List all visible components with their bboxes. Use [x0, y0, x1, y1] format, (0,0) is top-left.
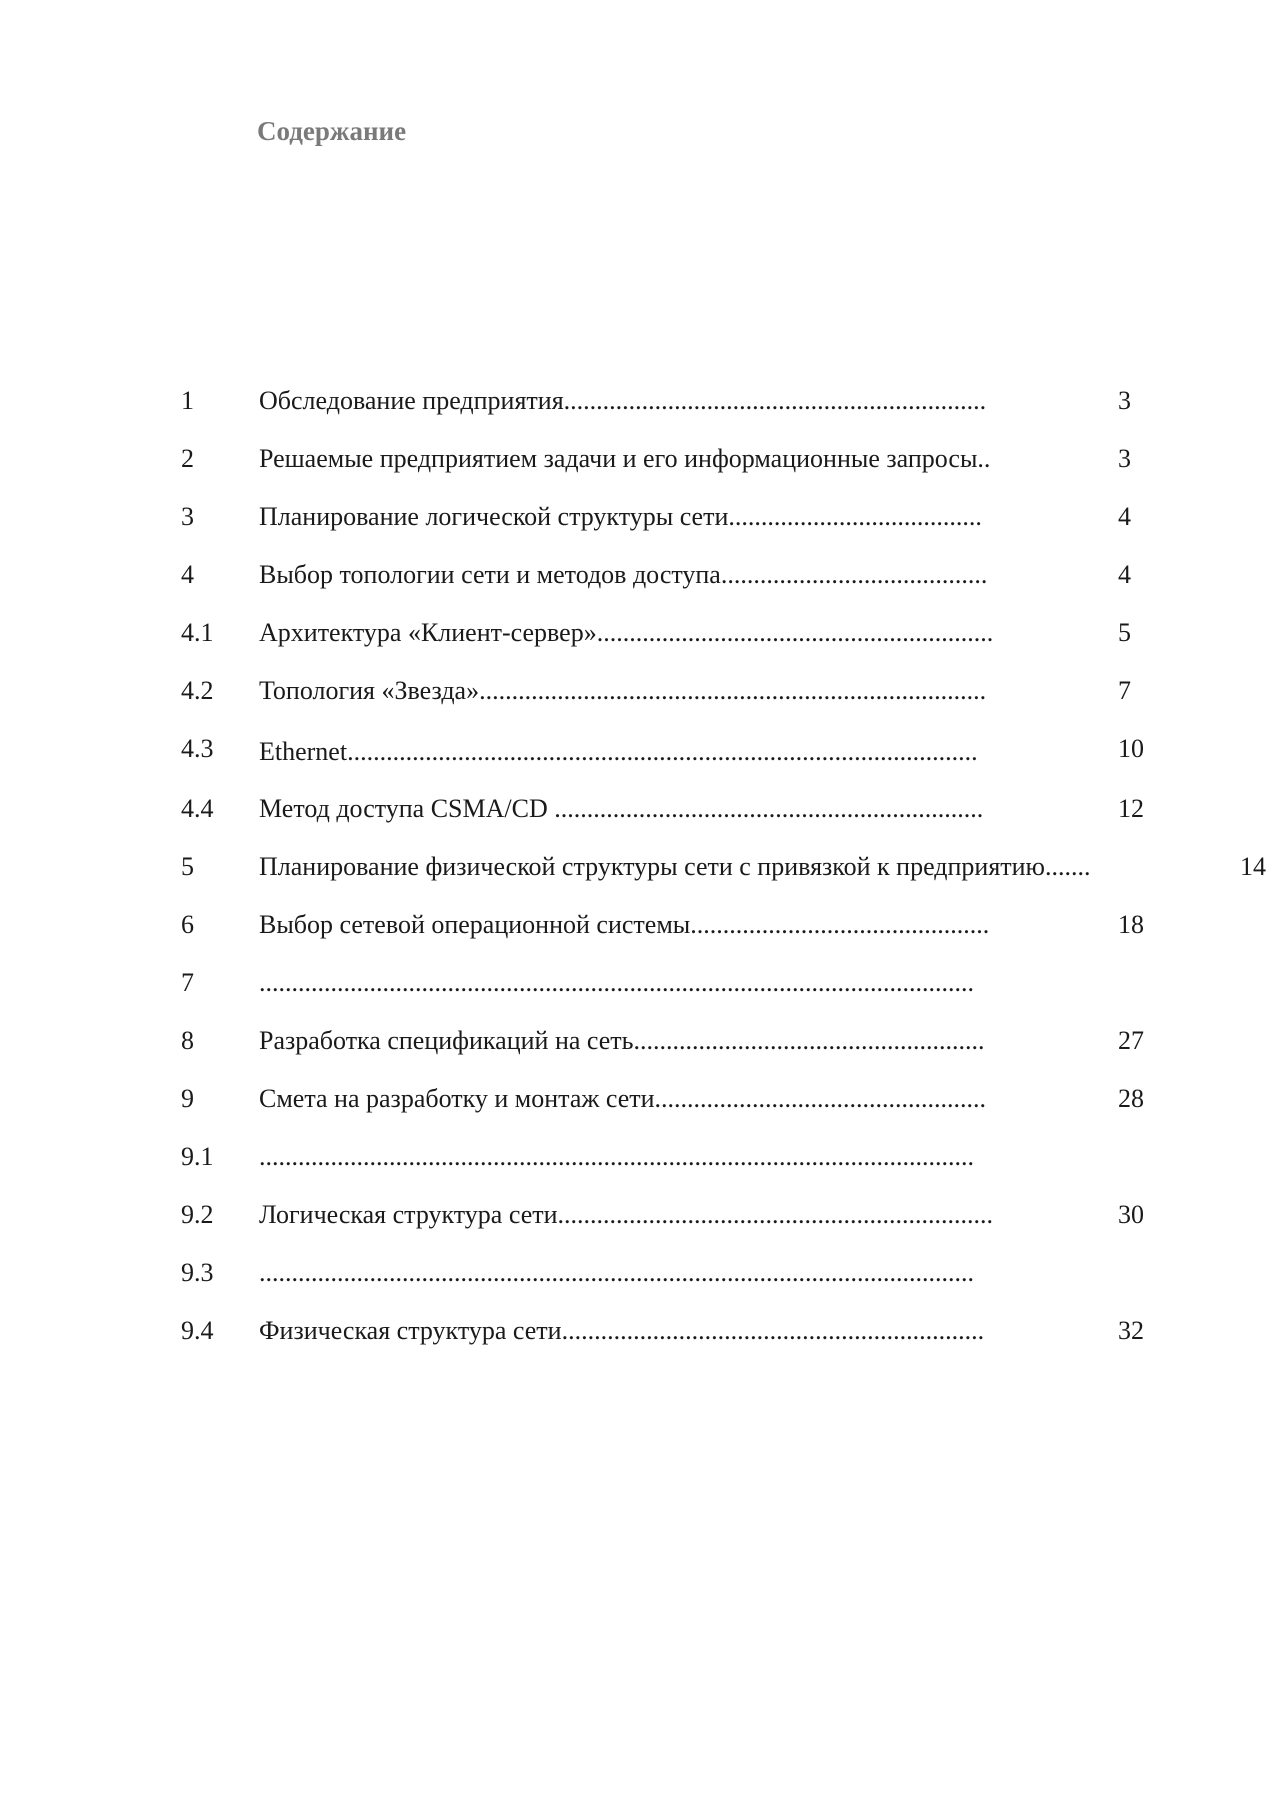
- toc-number: 8: [181, 1026, 194, 1055]
- toc-number: 9.4: [181, 1316, 214, 1345]
- toc-title: Смета на разработку и монтаж сети...................................................: [259, 1084, 987, 1113]
- toc-entry-3[interactable]: [0, 497, 1280, 537]
- toc-number: 5: [181, 852, 194, 881]
- toc-entry-8[interactable]: [0, 1021, 1280, 1061]
- toc-entry-4[interactable]: [0, 555, 1280, 595]
- toc-title: Ethernet.................................................................................................: [259, 737, 978, 766]
- toc-page-number: 5: [1118, 618, 1131, 647]
- toc-number: 4.3: [181, 734, 214, 763]
- toc-entry-9-3[interactable]: [0, 1253, 1280, 1293]
- toc-entry-4-2[interactable]: [0, 671, 1280, 711]
- toc-number: 9.3: [181, 1258, 214, 1287]
- toc-title: ..............................................................................................................: [259, 1142, 974, 1171]
- toc-title: Планирование физической структуры сети с привязкой к предприятию.......: [259, 852, 1091, 881]
- toc-entry-6[interactable]: [0, 905, 1280, 945]
- toc-number: 4.4: [181, 794, 214, 823]
- toc-entry-1[interactable]: [0, 381, 1280, 421]
- toc-page-number: 3: [1118, 444, 1131, 473]
- toc-page-number: 27: [1118, 1026, 1144, 1055]
- toc-title: Решаемые предприятием задачи и его информационные запросы..: [259, 444, 991, 473]
- toc-title: Выбор топологии сети и методов доступа.........................................: [259, 560, 988, 589]
- toc-number: 9: [181, 1084, 194, 1113]
- toc-page-number: 30: [1118, 1200, 1144, 1229]
- toc-entry-7[interactable]: [0, 963, 1280, 1003]
- toc-title: Метод доступа CSMA/CD ..................................................................: [259, 794, 984, 823]
- page-title: Содержание: [257, 116, 407, 146]
- toc-number: 2: [181, 444, 194, 473]
- toc-title: Архитектура «Клиент-сервер».............................................................: [259, 618, 994, 647]
- toc-title: Физическая структура сети.................................................................: [259, 1316, 985, 1345]
- toc-title: ..............................................................................................................: [259, 968, 974, 997]
- toc-entry-2[interactable]: [0, 439, 1280, 479]
- toc-entry-9[interactable]: [0, 1079, 1280, 1119]
- toc-title: Обследование предприятия.................................................................: [259, 386, 987, 415]
- toc-page-number: 4: [1118, 560, 1131, 589]
- toc-number: 4: [181, 560, 194, 589]
- toc-entry-9-2[interactable]: [0, 1195, 1280, 1235]
- toc-title: Топология «Звезда»..............................................................................: [259, 676, 987, 705]
- toc-title: Логическая структура сети...................................................................: [259, 1200, 994, 1229]
- toc-number: 4.1: [181, 618, 214, 647]
- toc-entry-5[interactable]: [0, 847, 1280, 887]
- toc-entry-9-1[interactable]: [0, 1137, 1280, 1177]
- toc-page-number: 10: [1118, 734, 1144, 763]
- toc-page-number: 28: [1118, 1084, 1144, 1113]
- toc-number: 1: [181, 386, 194, 415]
- toc-entry-4-1[interactable]: [0, 613, 1280, 653]
- toc-page-number: 32: [1118, 1316, 1144, 1345]
- toc-title: Планирование логической структуры сети.......................................: [259, 502, 982, 531]
- toc-number: 3: [181, 502, 194, 531]
- toc-page-number: 18: [1118, 910, 1144, 939]
- toc-title: Выбор сетевой операционной системы..............................................: [259, 910, 990, 939]
- toc-number: 9.2: [181, 1200, 214, 1229]
- toc-title: Разработка спецификаций на сеть......................................................: [259, 1026, 985, 1055]
- toc-page-number: 7: [1118, 676, 1131, 705]
- toc-number: 6: [181, 910, 194, 939]
- toc-title: ..............................................................................................................: [259, 1258, 974, 1287]
- toc-page-number: 12: [1118, 794, 1144, 823]
- toc-number: 4.2: [181, 676, 214, 705]
- toc-entry-4-3[interactable]: [0, 729, 1280, 769]
- toc-page-number: 4: [1118, 502, 1131, 531]
- toc-entry-9-4[interactable]: [0, 1311, 1280, 1351]
- toc-page-number: 14: [1240, 852, 1266, 881]
- toc-entry-4-4[interactable]: [0, 789, 1280, 829]
- toc-number: 7: [181, 968, 194, 997]
- toc-page-number: 3: [1118, 386, 1131, 415]
- toc-number: 9.1: [181, 1142, 214, 1171]
